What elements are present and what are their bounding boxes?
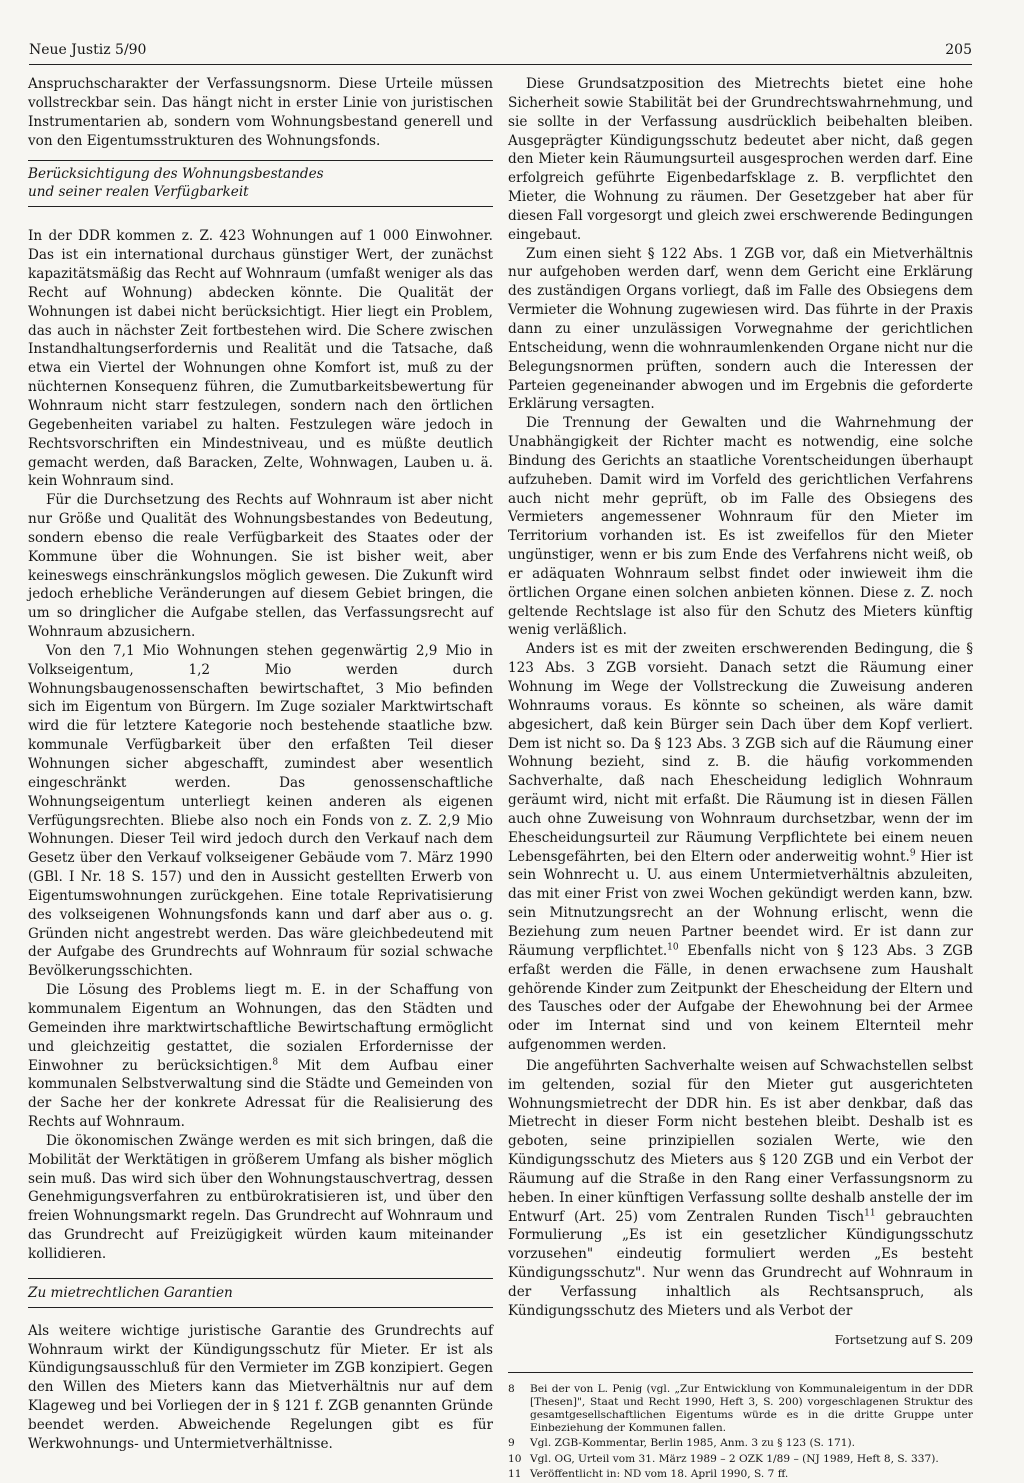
footnote-number: 9 <box>508 1437 515 1450</box>
footnotes <box>508 1383 973 1481</box>
footnote <box>508 1468 973 1481</box>
section-heading <box>28 160 493 207</box>
footnote-text: Veröffentlicht in: ND vom 18. April 1990, S. 7 ff. <box>530 1467 789 1480</box>
footnote <box>508 1383 973 1436</box>
paragraph-text: Ebenfalls nicht von § 123 Abs. 3 ZGB erfaßt werden die Fälle, in denen erwachsene zum Haushalt gehörende Kinder zum Zeitpunkt der Ehescheidung der Eltern und des Tausches oder der Aufgabe der Ehewohnung bei der Armee oder im Internat sind und von keinem Elternteil mehr aufgenommen werden. <box>508 942 973 1054</box>
paragraph-text: Mit dem Aufbau einer kommunalen Selbstverwaltung sind die Städte und Gemeinden von der Sache her der konkrete Adressat für die Realisierung des Rechts auf Wohnraum. <box>28 1057 493 1131</box>
paragraph: Von den 7,1 Mio Wohnungen stehen gegenwärtig 2,9 Mio in Volkseigentum, 1,2 Mio werden durch Wohnungsbaugenossenschaften bewirtschaftet, 3 Mio befinden sich im Eigentum von Bürgern. Im Zuge sozialer Marktwirtschaft wird die für letztere Kategorie noch bestehende staatliche bzw. kommunale Verfügbarkeit über den erfaßten Teil dieser Wohnungen sicher abgeschafft, zumindest aber wesentlich eingeschränkt werden. Das genossenschaftliche Wohnungseigentum unterliegt keinen anderen als eigenen Verfügungsrechten. Bliebe also noch ein Fonds von z. Z. 2,9 Mio Wohnungen. Dieser Teil wird jedoch durch den Verkauf nach dem Gesetz über den Verkauf volkseigener Gebäude vom 7. März 1990 (GBl. I Nr. 18 S. 157) und den in Aussicht gestellten Erwerb von Eigentumswohnungen zurückgehen. Eine totale Reprivatisierung des volkseigenen Wohnungsfonds kann und darf aber aus o. g. Gründen nicht angestrebt werden. Das wäre gleichbedeutend mit der Aufgabe des Grundrechts auf Wohnraum für sozial schwache Bevölkerungsschichten. <box>28 642 493 980</box>
footnote-ref: 9 <box>909 848 916 859</box>
section-heading-line: Berücksichtigung des Wohnungsbestandes <box>28 166 324 183</box>
paragraph: Als weitere wichtige juristische Garantie des Grundrechts auf Wohnraum wirkt der Kündigungsschutz für Mieter. Er ist als Kündigungsausschluß für den Vermieter im ZGB konzipiert. Gegen den Willen des Mieters kann das Mietverhältnis nur auf dem Klageweg und bei Vorliegen der in § 121 f. ZGB genannten Gründe beendet werden. Abweichende Regelungen gibt es für Werkwohnungs- und Untermietverhältnisse. <box>28 1322 493 1452</box>
section-heading: Zu mietrechtlichen Garantien <box>28 1278 493 1308</box>
paragraph: Die ökonomischen Zwänge werden es mit sich bringen, daß die Mobilität der Werktätigen in größerem Umfang als bisher möglich sein muß. Das wird sich über den Wohnungstauschvertrag, dessen Genehmigungsverfahren zu entbürokratisieren ist, und über den freien Wohnungsmarkt regeln. Das Grundrecht auf Wohnraum und das Grundrecht auf Freizügigkeit würden kaum miteinander kollidieren. <box>28 1132 493 1262</box>
page-header <box>29 42 972 66</box>
paragraph: Für die Durchsetzung des Rechts auf Wohnraum ist aber nicht nur Größe und Qualität des Wohnungsbestandes von Bedeutung, sondern ebenso die reale Verfügbarkeit des Staates oder der Kommune über die Wohnungen. Sie ist bisher weit, aber keineswegs einschränkungslos möglich gewesen. Die Zukunft wird jedoch erhebliche Veränderungen auf diesem Gebiet bringen, die um so dringlicher die Aufgabe stellen, das Verfassungsrecht auf Wohnraum abzusichern. <box>28 492 493 641</box>
paragraph-text: Anders ist es mit der zweiten erschwerenden Bedingung, die § 123 Abs. 3 ZGB vorsieht. Danach setzt die Räumung einer Wohnung im Wege der Vollstreckung die Zuweisung anderen Wohnraums voraus. Es könnte so scheinen, als wäre damit abgesichert, daß kein Bürger sein Dach über dem Kopf verliert. Dem ist nicht so. Da § 123 Abs. 3 ZGB sich auf die Räumung einer Wohnung bezieht, sind z. B. die häufig vorkommenden Sachverhalte, daß nach Ehescheidung lediglich Wohnraum geräumt wird, nicht mit erfaßt. Die Räumung ist in diesen Fällen auch ohne Zuweisung von Wohnraum durchsetzbar, wenn der im Ehescheidungsurteil zur Räumung Verpflichtete bei einem neuen Lebensgefährten, bei den Eltern oder anderweitig wohnt. <box>508 641 973 865</box>
paragraph: Diese Grundsatzposition des Mietrechts bietet eine hohe Sicherheit sowie Stabilität bei der Grundrechtswahrnehmung, und sie sollte in der Verfassung ausdrücklich beibehalten bleiben. Ausgeprägter Kündigungsschutz bedeutet aber nicht, daß gegen den Mieter kein Räumungsurteil ausgesprochen werden darf. Eine erfolgreich geführte Eigenbedarfsklage z. B. verpflichtet den Mieter, die Wohnung zu räumen. Der Gesetzgeber hat aber für diesen Fall vorgesorgt und gleich zwei erschwerende Bedingungen eingebaut. <box>508 76 973 243</box>
left-column <box>28 75 493 1454</box>
paragraph-text: Die Lösung des Problems liegt m. E. in der Schaffung von kommunalem Eigentum an Wohnungen, das den Städten und Gemeinden ihre marktwirtschaftliche Bewirtschaftung ermöglicht und gleichzeitig gestattet, die sozialen Erfordernisse der Einwohner zu berücksichtigen. <box>28 982 493 1074</box>
footnote-number: 11 <box>508 1467 522 1480</box>
paragraph <box>28 981 493 1132</box>
footnote-text: Vgl. ZGB-Kommentar, Berlin 1985, Anm. 3 zu § 123 (S. 171). <box>530 1437 855 1450</box>
paragraph: Die Trennung der Gewalten und die Wahrnehmung der Unabhängigkeit der Richter macht es notwendig, eine solche Bindung des Gerichts an staatliche Vorentscheidungen überhaupt aufzuheben. Damit wird im Vorfeld des gerichtlichen Verfahrens auch nicht mehr geprüft, ob im Falle des Obsiegens des Vermieters angemessener Wohnraum für den Mieter im Territorium vorhanden ist. Es ist zweifellos für den Mieter ungünstiger, wenn er bis zum Ende des Verfahrens nicht weiß, ob er adäquaten Wohnraum selbst findet oder inwieweit ihm die örtlichen Organe einen solchen anbieten können. Diese z. Z. noch geltende Rechtslage ist also für den Schutz des Mieters künftig wenig verläßlich. <box>508 415 973 639</box>
footnote-number: 10 <box>508 1452 522 1465</box>
section-heading-line: und seiner realen Verfügbarkeit <box>28 184 249 201</box>
footnote-ref: 8 <box>272 1056 279 1067</box>
paragraph-text: Hier ist sein Wohnrecht u. U. aus einem Untermietverhältnis abzuleiten, das mit einer Frist von zwei Wochen gekündigt werden kann, bzw. sein Mitnutzungsrecht an der Wohnung erlischt, wenn die Beziehung zum neuen Partner beendet wird. Er ist dann zur Räumung verpflichtet. <box>508 848 973 959</box>
paragraph: Zum einen sieht § 122 Abs. 1 ZGB vor, daß ein Mietverhältnis nur aufgehoben werden darf, wenn dem Gericht eine Erklärung des zuständigen Organs vorliegt, daß im Falle des Obsiegens dem Vermieter die Wohnung zugewiesen wird. Das führte in der Praxis dann zu einer unzulässigen Vorwegnahme der gerichtlichen Entscheidung, wenn die wohnraumlenkenden Organe nicht nur die Belegungsnormen prüften, sondern auch die Interessen der Parteien gegeneinander abwogen und im Ergebnis die geforderte Erklärung versagten. <box>508 245 973 413</box>
header-rule <box>29 64 972 65</box>
page-number: 205 <box>945 42 972 58</box>
footnote-rule <box>508 1372 973 1373</box>
footnote-ref: 10 <box>667 942 679 953</box>
footnote <box>508 1437 973 1450</box>
paragraph: Anspruchscharakter der Verfassungsnorm. Diese Urteile müssen vollstreckbar sein. Das hängt nicht in erster Linie von juristischen Instrumentarien ab, sondern vom Wohnungsbestand generell und von den Eigentumsstrukturen des Wohnungsfonds. <box>28 76 493 149</box>
footnote-text: Vgl. OG, Urteil vom 31. März 1989 – 2 OZK 1/89 – (NJ 1989, Heft 8, S. 337). <box>530 1452 939 1465</box>
paragraph-text: gebrauchten Formulierung „Es ist ein gesetzlicher Kündigungsschutz vorzusehen" eindeutig formuliert werden „Es besteht Kündigungsschutz". Nur wenn das Grundrecht auf Wohnraum in der Verfassung inhaltlich als Rechtsanspruch, als Kündigungsschutz des Mieters und als Verbot der <box>508 1208 973 1319</box>
footnote-ref: 11 <box>864 1208 876 1219</box>
footnote-number: 8 <box>508 1382 515 1395</box>
footnote-text: Bei der von L. Penig (vgl. „Zur Entwicklung von Kommunaleigentum in der DDR [Thesen]", Staat und Recht 1990, Heft 3, S. 200) vorgeschlagenen Struktur des gesamtgesellschaftlichen Eigentums würde es in die dritte Gruppe unter Einbeziehung der Kommunen fallen. <box>530 1382 973 1435</box>
continuation-note: Fortsetzung auf S. 209 <box>834 1332 973 1347</box>
journal-title: Neue Justiz 5/90 <box>29 42 147 58</box>
paragraph <box>508 640 973 1055</box>
paragraph <box>508 1057 973 1321</box>
paragraph-text: Die angeführten Sachverhalte weisen auf Schwachstellen selbst im geltenden, sozial für den Mieter gut ausgerichteten Wohnungsmietrecht der DDR hin. Es ist aber denkbar, daß das Mietrecht in dieser Form nicht bestehen bleibt. Deshalb ist es geboten, seine prinzipiellen sozialen Werte, wie den Kündigungsschutz des Mieters aus § 120 ZGB und ein Verbot der Räumung auf die Straße in den Rang einer Verfassungsnorm zu heben. In einer künftigen Verfassung sollte deshalb anstelle der im Entwurf (Art. 25) vom Zentralen Runden Tisch <box>508 1057 973 1225</box>
paragraph: In der DDR kommen z. Z. 423 Wohnungen auf 1 000 Einwohner. Das ist ein international durchaus günstiger Wert, der zunächst kapazitätsmäßig das Recht auf Wohnraum (umfaßt weniger als das Recht auf Wohnung) abdecken könnte. Die Qualität der Wohnungen ist dabei nicht berücksichtigt. Hier liegt ein Problem, das auch in nächster Zeit fortbestehen wird. Die Schere zwischen Instandhaltungserfordernis und Realität und die Tatsache, daß etwa ein Viertel der Wohnungen ohne Komfort ist, muß zu der nüchternen Konsequenz führen, die Zumutbarkeitsbewertung für Wohnraum nicht starr festzulegen, sondern nach den örtlichen Gegebenheiten variabel zu halten. Festzulegen wäre jedoch in Rechtsvorschriften ein Mindestniveau, und es müßte deutlich gemacht werden, daß Baracken, Zelte, Wohnwagen, Lauben u. ä. kein Wohnraum sind. <box>28 228 493 490</box>
right-column <box>508 75 973 1483</box>
footnote <box>508 1453 973 1466</box>
